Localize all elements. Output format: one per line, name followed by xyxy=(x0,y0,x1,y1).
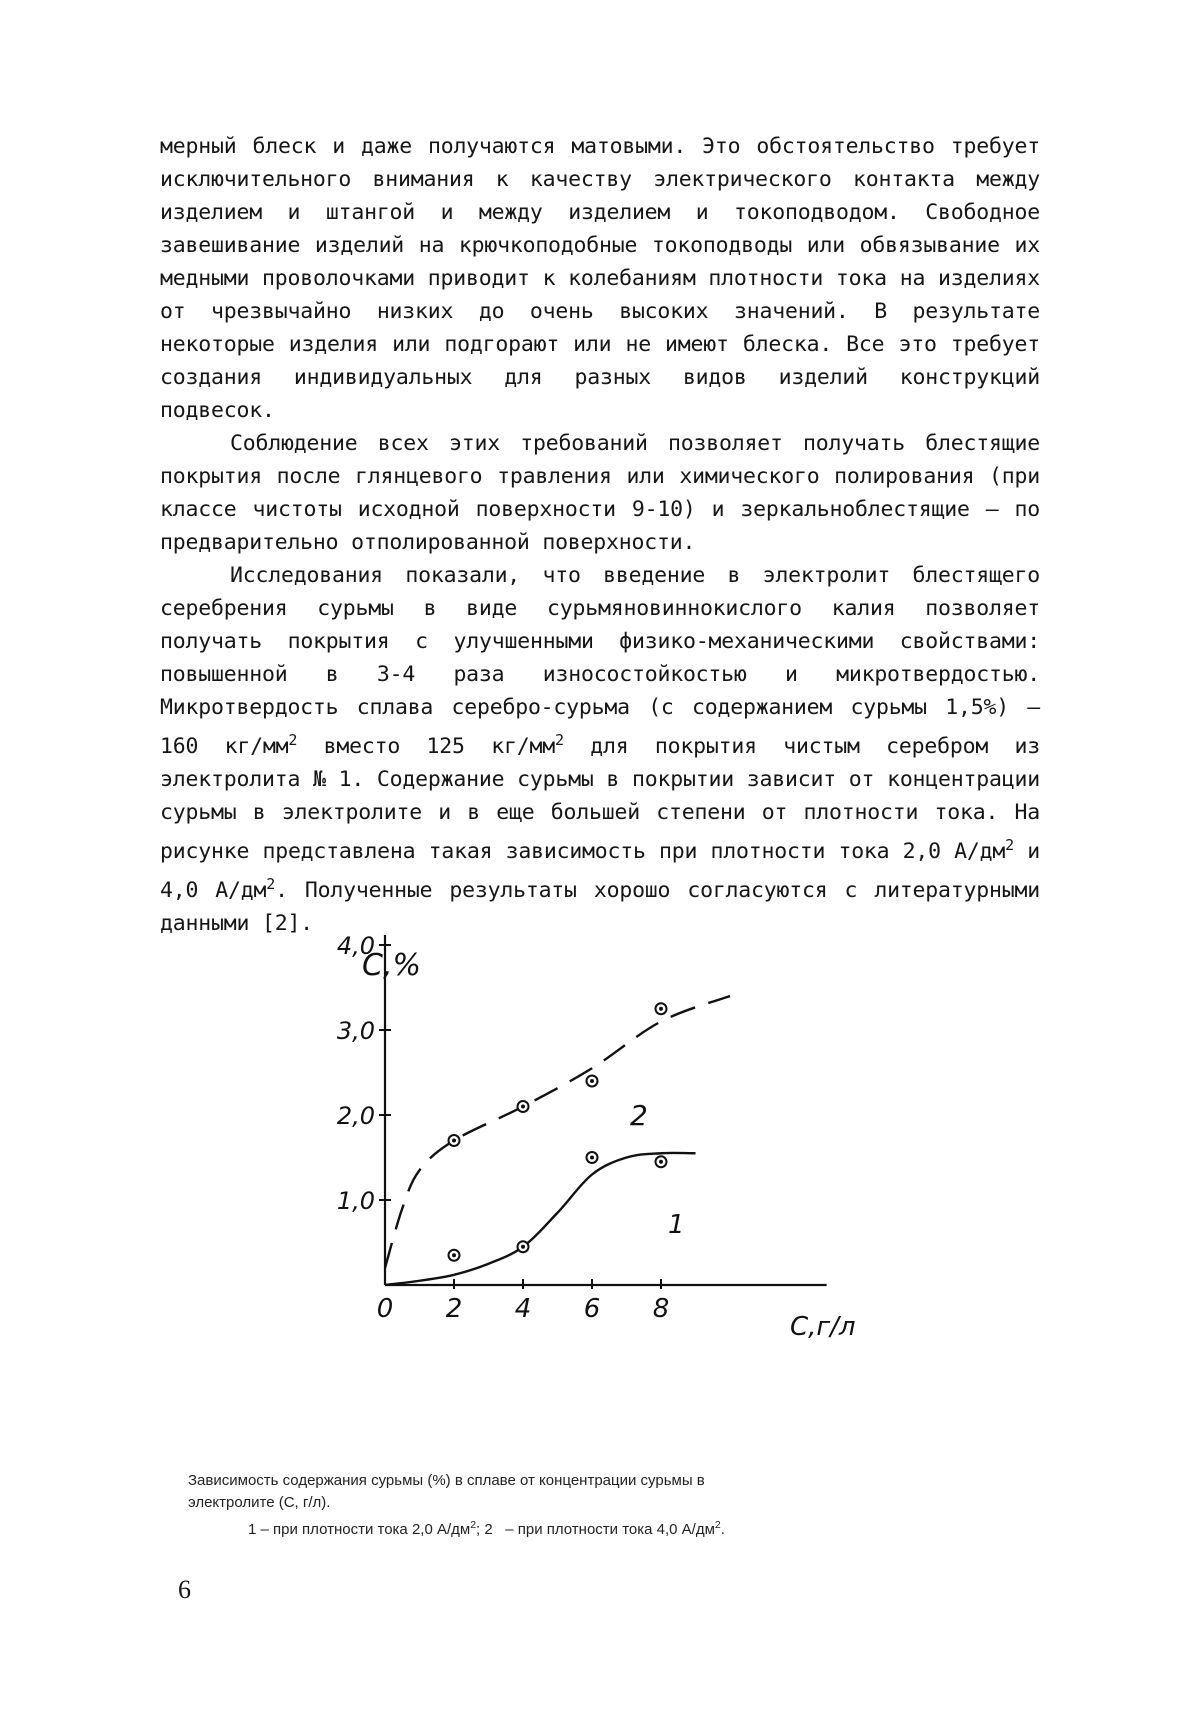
x-tick-label: 4 xyxy=(514,1294,532,1324)
series-2-point-center xyxy=(452,1139,456,1143)
curves xyxy=(385,996,730,1285)
series-1-point-center xyxy=(521,1245,525,1249)
series-1-point-center xyxy=(659,1160,663,1164)
paragraph-3-text-a: Исследования показали, что введение в электролит блестящего серебрения сурьмы в виде сурьмяновиннокислого калия позволяет получать покрытия с улучшенными физико-механическими свойствами: повышенной в 3-4 раза износостойкостью и микротвердостью. Микротвердость сплава серебро-сурьма (с содержанием сурьмы 1,5%) – 160 кг/мм xyxy=(160,563,1053,760)
paragraph-3-text-e: . Полученные результаты хорошо согласуются с литературными данными [2]. xyxy=(160,878,1053,937)
caption-line-2: электролите (C, г/л). xyxy=(188,1494,331,1511)
data-points xyxy=(449,1003,667,1261)
axes xyxy=(337,935,827,1324)
x-tick-label: 8 xyxy=(652,1294,670,1324)
superscript: 2 xyxy=(266,875,276,894)
figure-caption xyxy=(188,1470,1018,1541)
body-text xyxy=(160,130,1053,940)
series-2-point-center xyxy=(521,1105,525,1109)
y-tick-label: 2,0 xyxy=(336,1102,375,1130)
curve-2-label: 2 xyxy=(630,1099,648,1132)
caption-line-1: Зависимость содержания сурьмы (%) в сплаве от концентрации сурьмы в xyxy=(188,1472,705,1489)
series-2-point-center xyxy=(659,1007,663,1011)
paragraph-3-text-c: для покрытия чистым серебром из электролита № 1. Содержание сурьмы в покрытии зависит от концентрации сурьмы в электролите и в еще большей степени от плотности тока. На рисунке представлена такая зависимость при плотности тока 2,0 А/дм xyxy=(160,734,1053,865)
x-axis-label: C,г/л xyxy=(790,1312,856,1342)
series-2-point-center xyxy=(590,1079,594,1083)
paragraph-3 xyxy=(160,559,1053,940)
paragraph-1: мерный блеск и даже получаются матовыми. Это обстоятельство требует исключительного внимания к качеству электрического контакта между изделием и штангой и между изделием и токоподводом. Свободное завешивание изделий на крючкоподобные токоподводы или обвязывание их медными проволочками приводит к колебаниям плотности тока на изделиях от чрезвычайно низких до очень высоких значений. В результате некоторые изделия или подгорают или не имеют блеска. Все это требует создания индивидуальных для разных видов изделий конструкций подвесок. xyxy=(160,134,1053,423)
series-1-point-center xyxy=(452,1253,456,1257)
x-tick-label: 6 xyxy=(583,1294,601,1324)
y-axis-label: C,% xyxy=(362,948,421,983)
y-tick-label: 4,0 xyxy=(336,935,375,960)
caption-line-3 xyxy=(188,1514,1018,1541)
superscript: 2 xyxy=(470,1519,477,1531)
page-number: 6 xyxy=(178,1575,191,1604)
x-tick-label: 2 xyxy=(445,1294,463,1324)
superscript: 2 xyxy=(714,1519,721,1531)
caption-line-3-a: 1 – при плотности тока 2,0 А/дм xyxy=(248,1521,471,1538)
paragraph-3-text-b: вместо 125 кг/мм xyxy=(297,734,555,760)
y-tick-label: 3,0 xyxy=(336,1017,375,1045)
series-1-point-center xyxy=(590,1156,594,1160)
caption-line-3-b: ; 2 – при плотности тока 4,0 А/дм xyxy=(476,1521,715,1538)
superscript: 2 xyxy=(288,731,298,749)
superscript: 2 xyxy=(1005,836,1014,855)
y-tick-label: 1,0 xyxy=(336,1187,375,1215)
caption-line-3-c: . xyxy=(720,1521,725,1538)
chart xyxy=(330,935,930,1455)
curve-1-label: 1 xyxy=(668,1210,685,1240)
x-tick-label: 0 xyxy=(376,1294,394,1324)
figure xyxy=(330,935,930,1455)
series-1-curve xyxy=(385,1153,696,1285)
paragraph-3-text-d: и 4,0 А/дм xyxy=(160,839,1053,904)
superscript: 2 xyxy=(554,731,564,749)
paragraph-2: Соблюдение всех этих требований позволяет получать блестящие покрытия после глянцевого травления или химического полирования (при классе чистоты исходной поверхности 9-10) и зеркальноблестящие – по предварительно отполированной поверхности. xyxy=(160,431,1053,555)
